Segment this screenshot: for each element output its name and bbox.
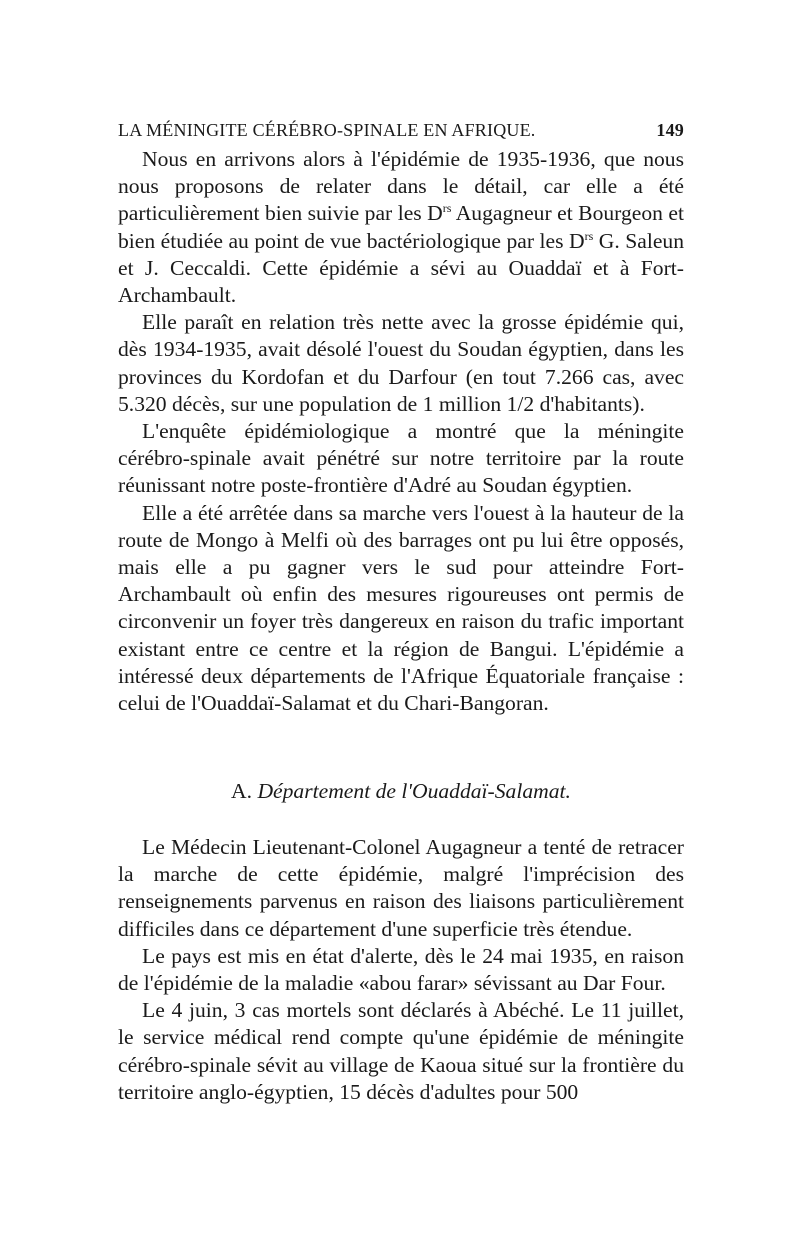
- page-number: 149: [656, 120, 684, 140]
- paragraph-5: Le Médecin Lieutenant-Colonel Augagneur a tenté de retracer la marche de cette épidémie, malgré l'imprécision des renseignements parvenus en raison des liaisons particulièrement difficiles dans ce département d'une superficie très étendue.: [118, 835, 684, 941]
- paragraph-2: Elle paraît en relation très nette avec la grosse épidémie qui, dès 1934-1935, avait désolé l'ouest du Soudan égyptien, dans les provinces du Kordofan et du Darfour (en tout 7.266 cas, avec 5.320 décès, sur une population de 1 million 1/2 d'habitants).: [118, 310, 684, 416]
- paragraph-7: Le 4 juin, 3 cas mortels sont déclarés à Abéché. Le 11 juillet, le service médical rend compte qu'une épidémie de méningite cérébro-spinale sévit au village de Kaoua situé sur la frontière du territoire anglo-égyptien, 15 décès d'adultes pour 500: [118, 998, 684, 1104]
- paragraph-3: L'enquête épidémiologique a montré que la méningite cérébro-spinale avait pénétré sur notre territoire par la route réunissant notre poste-frontière d'Adré au Soudan égyptien.: [118, 419, 684, 498]
- body-text-bottom: [118, 834, 684, 1106]
- section-letter: A.: [231, 779, 253, 803]
- superscript-rs-2: rs: [584, 228, 594, 243]
- body-text-top: [118, 146, 684, 717]
- section-name: Département de l'Ouaddaï-Salamat.: [257, 779, 571, 803]
- running-title: LA MÉNINGITE CÉRÉBRO-SPINALE EN AFRIQUE.: [118, 120, 536, 140]
- paragraph-6: Le pays est mis en état d'alerte, dès le 24 mai 1935, en raison de l'épidémie de la maladie «abou farar» sévissant au Dar Four.: [118, 943, 684, 996]
- running-head: [118, 120, 684, 144]
- paragraph-1: Nous en arrivons alors à l'épidémie de 1935-1936, que nous nous proposons de relater dans le détail, car elle a été particulièrement bien suivie par les $D^{rs}$ Augagneur et Bourgeon et bien étudiée au point de vue bactériologique par les $D^{rs}$ G. Saleun et J. Ceccaldi. Cette épidémie a sévi au Ouaddaï et à Fort-Archambault.: [118, 147, 684, 308]
- paragraph-4: Elle a été arrêtée dans sa marche vers l'ouest à la hauteur de la route de Mongo à Melfi où des barrages ont pu lui être opposés, mais elle a pu gagner vers le sud pour atteindre Fort-Archambault où enfin des mesures rigoureuses ont permis de circonvenir un foyer très dangereux en raison du trafic important existant entre ce centre et la région de Bangui. L'épidémie a intéressé deux départements de l'Afrique Équatoriale française : celui de l'Ouaddaï-Salamat et du Chari-Bangoran.: [118, 500, 684, 716]
- section-heading: [118, 778, 684, 805]
- superscript-rs-1: rs: [442, 201, 452, 216]
